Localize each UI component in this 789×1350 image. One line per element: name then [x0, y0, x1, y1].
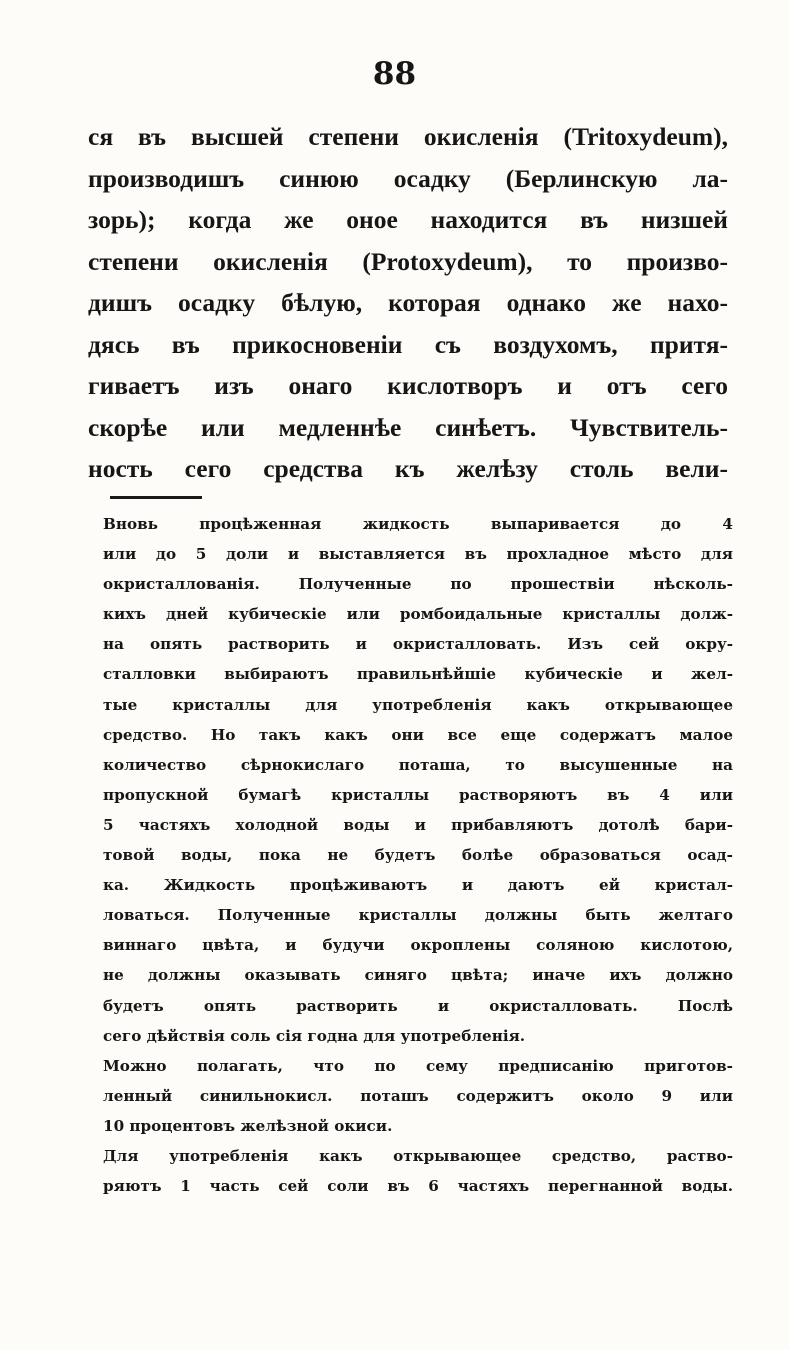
- main-text-line: зорь); когда же оное находится въ низшей: [88, 205, 728, 234]
- footnote-line: товой воды, пока не будетъ болѣе образоваться осад-: [103, 846, 733, 865]
- footnote-line: пропускной бумагѣ кристаллы растворяютъ въ 4 или: [103, 785, 733, 804]
- page-number: 88: [372, 56, 417, 92]
- footnote-line: не должны оказывать синяго цвѣта; иначе ихъ должно: [103, 966, 733, 985]
- main-text-line: гиваетъ изъ онаго кислотворъ и отъ сего: [88, 371, 728, 400]
- footnote-line: Можно полагать, что по сему предписанію приготов-: [103, 1056, 733, 1075]
- main-text: [88, 116, 728, 490]
- footnote-line: Вновь процѣженная жидкость выпаривается до 4: [103, 515, 733, 533]
- footnote-line: сталловки выбираютъ правильнѣйшіе кубическіе и жел-: [103, 665, 733, 684]
- footnote-line: 5 частяхъ холодной воды и прибавляютъ дотолѣ бари-: [103, 815, 733, 834]
- main-text-line: степени окисленія (Protoxydeum), то произво-: [88, 246, 728, 276]
- footnote-line: Для употребленія какъ открывающее средство, раство-: [103, 1146, 733, 1165]
- main-text-line: дясь въ прикосновеніи съ воздухомъ, притя-: [88, 329, 728, 359]
- main-text-line: скорѣе или медленнѣе синѣетъ. Чувствитель-: [88, 412, 728, 442]
- footnote-divider: [110, 496, 202, 499]
- main-text-line: дишъ осадку бѣлую, которая однако же нахо-: [88, 288, 728, 317]
- main-text-line: производишъ синюю осадку (Берлинскую ла-: [88, 163, 728, 193]
- footnote-line: ленный синильнокисл. поташъ содержитъ около 9 или: [103, 1086, 733, 1105]
- footnote-line: тые кристаллы для употребленія какъ открывающее: [103, 695, 733, 714]
- main-text-line: ность сего средства къ желѣзу столь вели-: [88, 454, 728, 483]
- footnote-line: средство. Но такъ какъ они все еще содержатъ малое: [103, 725, 733, 744]
- footnote-line: виннаго цвѣта, и будучи окроплены соляною кислотою,: [103, 936, 733, 955]
- footnote-line: 10 процентовъ желѣзной окиси.: [103, 1116, 393, 1135]
- footnote-line: ка. Жидкость процѣживаютъ и даютъ ей кристал-: [103, 876, 733, 895]
- footnote-line: или до 5 доли и выставляется въ прохладное мѣсто для: [103, 545, 733, 564]
- footnote-line: окристаллованія. Полученные по прошествіи нѣсколь-: [103, 575, 733, 594]
- footnote-line: ряютъ 1 часть сей соли въ 6 частяхъ перегнанной воды.: [103, 1177, 733, 1196]
- footnote-line: на опять растворить и окристалловать. Изъ сей окру-: [103, 635, 733, 654]
- footnote-line: сего дѣйствія соль сія годна для употребленія.: [103, 1026, 526, 1045]
- footnote-line: количество сѣрнокислаго поташа, то высушенные на: [103, 755, 733, 774]
- footnote-line: кихъ дней кубическіе или ромбоидальные кристаллы долж-: [103, 605, 733, 624]
- footnote: [103, 509, 733, 1201]
- main-text-line: ся въ высшей степени окисленія (Tritoxydeum),: [88, 122, 728, 151]
- footnote-line: будетъ опять растворить и окристалловать. Послѣ: [103, 996, 733, 1015]
- footnote-line: ловаться. Полученные кристаллы должны быть желтаго: [103, 906, 733, 925]
